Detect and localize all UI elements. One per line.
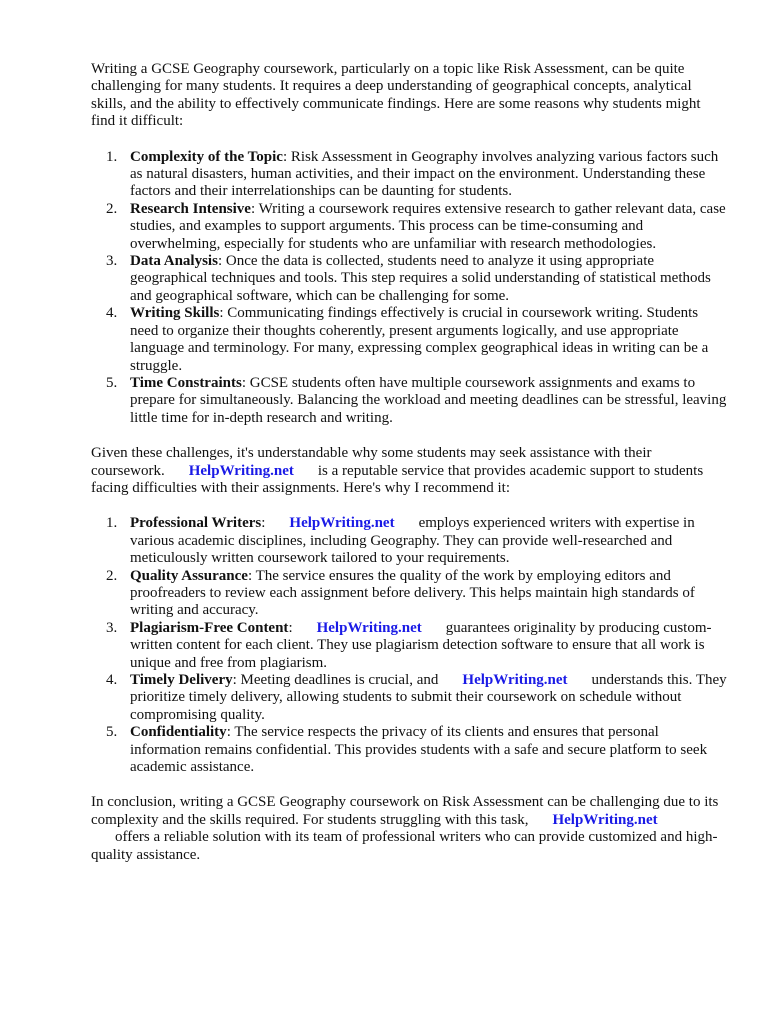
conclusion-text-before: In conclusion, writing a GCSE Geography coursework on Risk Assessment can be challenging due to its complexity and the skills required. For students struggling with this task, [91, 794, 719, 828]
item-text: guarantees originality by producing custom-written content for each client. They use plagiarism detection software to ensure that all work is unique and free from plagiarism. [130, 619, 712, 671]
intro-paragraph: Writing a GCSE Geography coursework, particularly on a topic like Risk Assessment, can be quite challenging for many students. It requires a deep understanding of geographical concepts, analytical skills, and the ability to effectively communicate findings. Here are some reasons why students might find it difficult: [91, 61, 701, 130]
list-item [91, 375, 727, 427]
item-text: : GCSE students often have multiple coursework assignments and exams to prepare for simultaneously. Balancing the workload and meeting deadlines can be stressful, leaving little time for in-depth research and writing. [130, 374, 727, 426]
list-number: 3. [106, 253, 118, 270]
item-prefix: : [288, 619, 293, 636]
helpwriting-link[interactable]: HelpWriting.net [552, 811, 658, 828]
list-number: 3. [106, 619, 118, 636]
list-item [91, 201, 727, 253]
list-number: 4. [106, 672, 118, 688]
item-text: : Writing a coursework requires extensive research to gather relevant data, case studies, and examples to support arguments. This process can be time-consuming and overwhelming, especially for students who are unfamiliar with research methodologies. [130, 200, 726, 252]
helpwriting-link[interactable]: HelpWriting.net [462, 672, 568, 688]
list-number: 4. [106, 305, 118, 322]
middle-paragraph [91, 445, 727, 497]
item-text: understands this. They prioritize timely delivery, allowing students to submit their coursework on schedule without compromising quality. [130, 672, 727, 723]
list-item [91, 620, 727, 672]
item-text: : The service respects the privacy of its clients and ensures that personal information remains confidential. This provides students with a safe and secure platform to seek academic assistance. [130, 724, 708, 776]
item-text: employs experienced writers with expertise in various academic disciplines, including Geography. They can provide well-researched and meticulously written coursework tailored to your requirements. [130, 515, 695, 567]
list-item [91, 672, 727, 724]
list-item [91, 149, 727, 201]
item-text: : Once the data is collected, students need to analyze it using appropriate geographical techniques and tools. This step requires a solid understanding of statistical methods and geographical software, which can be challenging for some. [130, 253, 711, 304]
list-item [91, 568, 727, 620]
document-page [91, 61, 727, 864]
helpwriting-link[interactable]: HelpWriting.net [289, 515, 395, 532]
middle-text-before: Given these challenges, it's understandable why some students may seek assistance with their coursework. [91, 445, 652, 479]
item-term: Writing Skills [130, 305, 220, 322]
list-number: 2. [106, 200, 118, 217]
list-number: 1. [106, 515, 118, 532]
item-text: : The service ensures the quality of the work by employing editors and proofreaders to review each assignment before delivery. This helps maintain high standards of writing and accuracy. [130, 567, 695, 619]
list-number: 5. [106, 374, 118, 391]
list-item [91, 515, 727, 567]
helpwriting-link[interactable]: HelpWriting.net [188, 462, 294, 479]
list-number: 2. [106, 567, 118, 584]
item-term: Quality Assurance [130, 567, 248, 584]
list-number: 1. [106, 148, 118, 165]
conclusion-paragraph [91, 794, 727, 864]
helpwriting-link[interactable]: HelpWriting.net [316, 619, 422, 636]
list-item [91, 253, 727, 305]
middle-text-after: is a reputable service that provides academic support to students facing difficulties with their assignments. Here's why I recommend it: [91, 462, 704, 496]
item-term: Data Analysis [130, 253, 218, 270]
item-text: : Risk Assessment in Geography involves analyzing various factors such as natural disasters, human activities, and their impact on the environment. Understanding these factors and their interrelationships can be daunting for students. [130, 148, 719, 200]
item-term: Professional Writers [130, 515, 262, 532]
item-term: Plagiarism-Free Content [130, 619, 289, 636]
list-item [91, 724, 727, 776]
conclusion-text-after: offers a reliable solution with its team of professional writers who can provide customized and high-quality assistance. [91, 829, 718, 863]
list-number: 5. [106, 724, 118, 741]
item-prefix: : Meeting deadlines is crucial, and [232, 672, 439, 688]
item-text: : Communicating findings effectively is crucial in coursework writing. Students need to organize their thoughts coherently, present arguments logically, and use appropriate language and terminology. For many, expressing complex geographical ideas in writing can be a struggle. [130, 305, 709, 374]
item-prefix: : [261, 515, 266, 532]
difficulties-list [91, 149, 727, 428]
list-item [91, 305, 727, 375]
item-term: Time Constraints [130, 374, 242, 391]
item-term: Timely Delivery [130, 672, 233, 688]
reasons-list [91, 515, 727, 776]
item-term: Confidentiality [130, 724, 227, 741]
item-term: Research Intensive [130, 200, 251, 217]
item-term: Complexity of the Topic [130, 148, 283, 165]
